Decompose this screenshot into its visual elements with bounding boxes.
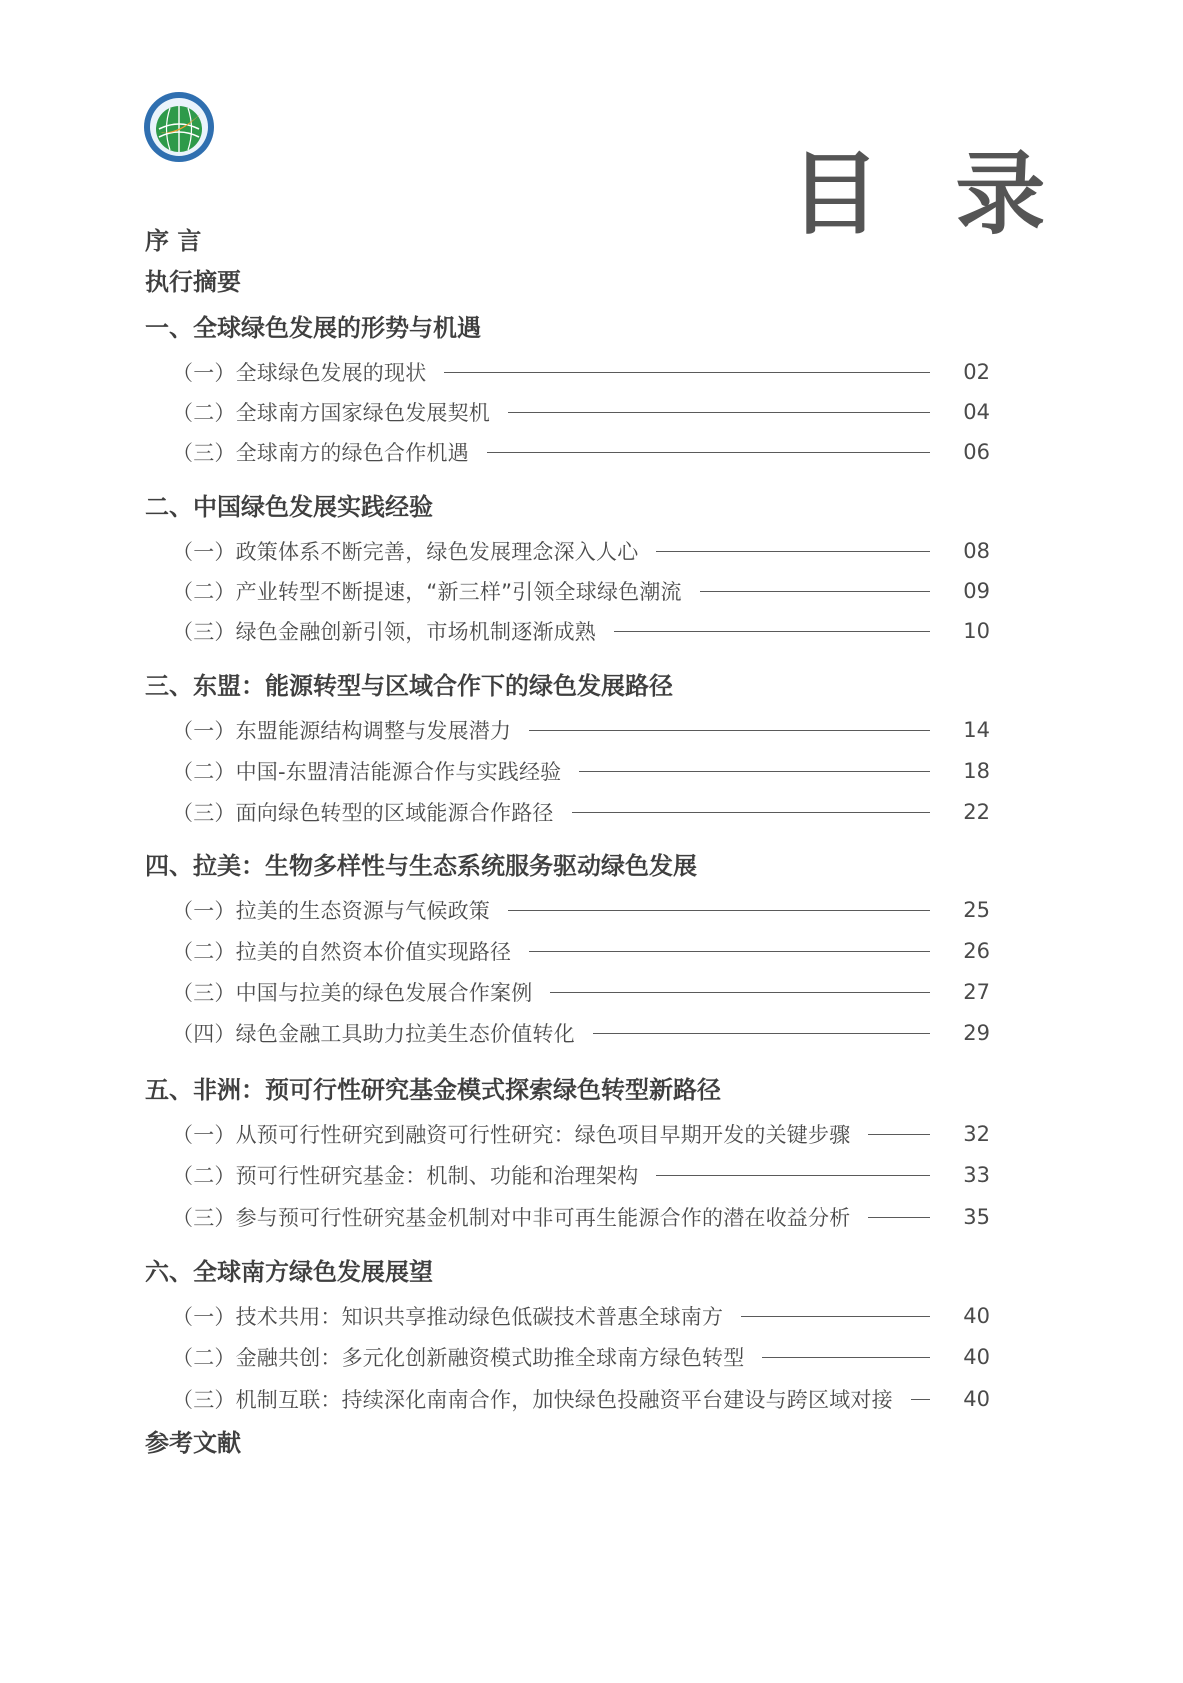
entry-label: （三）面向绿色转型的区域能源合作路径 bbox=[172, 801, 554, 825]
entry-label: （二）预可行性研究基金：机制、功能和治理架构 bbox=[172, 1164, 639, 1188]
entry-label: （一）全球绿色发展的现状 bbox=[172, 361, 427, 385]
leader-line bbox=[762, 1357, 930, 1358]
page-number: 14 bbox=[963, 718, 990, 742]
leader-line bbox=[529, 730, 930, 731]
page-number: 04 bbox=[963, 400, 990, 424]
page-number: 27 bbox=[963, 980, 990, 1004]
entry-label: （三）绿色金融创新引领，市场机制逐渐成熟 bbox=[172, 620, 596, 644]
section-heading-6[interactable]: 六、全球南方绿色发展展望 bbox=[145, 1258, 433, 1286]
leader-line bbox=[529, 951, 930, 952]
toc-entry[interactable] bbox=[172, 1342, 990, 1372]
toc-entry[interactable] bbox=[172, 437, 990, 467]
page-number: 02 bbox=[963, 360, 990, 384]
leader-line bbox=[656, 551, 930, 552]
toc-entry[interactable] bbox=[172, 715, 990, 745]
section-heading-1[interactable]: 一、全球绿色发展的形势与机遇 bbox=[145, 314, 481, 342]
entry-label: （一）技术共用：知识共享推动绿色低碳技术普惠全球南方 bbox=[172, 1305, 724, 1329]
toc-entry[interactable] bbox=[172, 397, 990, 427]
page-number: 40 bbox=[963, 1387, 990, 1411]
entry-label: （二）中国-东盟清洁能源合作与实践经验 bbox=[172, 760, 562, 784]
leader-line bbox=[508, 910, 930, 911]
entry-label: （二）金融共创：多元化创新融资模式助推全球南方绿色转型 bbox=[172, 1346, 745, 1370]
toc-entry[interactable] bbox=[172, 616, 990, 646]
leader-line bbox=[700, 591, 930, 592]
entry-label: （一）从预可行性研究到融资可行性研究：绿色项目早期开发的关键步骤 bbox=[172, 1123, 851, 1147]
toc-entry[interactable] bbox=[172, 576, 990, 606]
globe-emblem-icon bbox=[143, 91, 215, 163]
entry-label: （三）中国与拉美的绿色发展合作案例 bbox=[172, 981, 533, 1005]
leader-line bbox=[579, 771, 930, 772]
toc-entry[interactable] bbox=[172, 895, 990, 925]
leader-line bbox=[487, 452, 930, 453]
executive-summary-heading[interactable]: 执行摘要 bbox=[145, 268, 241, 296]
section-heading-5[interactable]: 五、非洲：预可行性研究基金模式探索绿色转型新路径 bbox=[145, 1076, 721, 1104]
leader-line bbox=[656, 1175, 930, 1176]
toc-entry[interactable] bbox=[172, 936, 990, 966]
references-heading[interactable]: 参考文献 bbox=[145, 1429, 241, 1457]
page-number: 33 bbox=[963, 1163, 990, 1187]
leader-line bbox=[741, 1316, 930, 1317]
leader-line bbox=[508, 412, 930, 413]
entry-label: （四）绿色金融工具助力拉美生态价值转化 bbox=[172, 1022, 575, 1046]
page-number: 26 bbox=[963, 939, 990, 963]
page-number: 35 bbox=[963, 1205, 990, 1229]
page-number: 06 bbox=[963, 440, 990, 464]
section-heading-3[interactable]: 三、东盟：能源转型与区域合作下的绿色发展路径 bbox=[145, 672, 673, 700]
entry-label: （三）全球南方的绿色合作机遇 bbox=[172, 441, 469, 465]
leader-line bbox=[550, 992, 930, 993]
toc-entry[interactable] bbox=[172, 536, 990, 566]
toc-entry[interactable] bbox=[172, 1160, 990, 1190]
page-number: 32 bbox=[963, 1122, 990, 1146]
toc-entry[interactable] bbox=[172, 756, 990, 786]
entry-label: （二）产业转型不断提速，“新三样”引领全球绿色潮流 bbox=[172, 580, 682, 604]
section-heading-4[interactable]: 四、拉美：生物多样性与生态系统服务驱动绿色发展 bbox=[145, 852, 697, 880]
leader-line bbox=[868, 1134, 930, 1135]
leader-line bbox=[572, 812, 930, 813]
page-title: 目 录 bbox=[790, 142, 1068, 247]
page-number: 10 bbox=[963, 619, 990, 643]
leader-line bbox=[911, 1399, 930, 1400]
page-number: 25 bbox=[963, 898, 990, 922]
toc-entry[interactable] bbox=[172, 1202, 990, 1232]
leader-line bbox=[593, 1033, 930, 1034]
leader-line bbox=[444, 372, 930, 373]
toc-entry[interactable] bbox=[172, 797, 990, 827]
page-number: 29 bbox=[963, 1021, 990, 1045]
entry-label: （一）拉美的生态资源与气候政策 bbox=[172, 899, 490, 923]
entry-label: （二）全球南方国家绿色发展契机 bbox=[172, 401, 490, 425]
toc-entry[interactable] bbox=[172, 1119, 990, 1149]
toc-entry[interactable] bbox=[172, 977, 990, 1007]
leader-line bbox=[868, 1217, 930, 1218]
entry-label: （三）机制互联：持续深化南南合作，加快绿色投融资平台建设与跨区域对接 bbox=[172, 1388, 893, 1412]
page-number: 40 bbox=[963, 1304, 990, 1328]
toc-entry[interactable] bbox=[172, 1018, 990, 1048]
page-number: 40 bbox=[963, 1345, 990, 1369]
page-number: 22 bbox=[963, 800, 990, 824]
page-number: 18 bbox=[963, 759, 990, 783]
entry-label: （一）政策体系不断完善，绿色发展理念深入人心 bbox=[172, 540, 639, 564]
entry-label: （一）东盟能源结构调整与发展潜力 bbox=[172, 719, 512, 743]
page-number: 09 bbox=[963, 579, 990, 603]
entry-label: （二）拉美的自然资本价值实现路径 bbox=[172, 940, 512, 964]
toc-entry[interactable] bbox=[172, 357, 990, 387]
preface-heading[interactable]: 序 言 bbox=[145, 227, 202, 255]
toc-entry[interactable] bbox=[172, 1384, 990, 1414]
section-heading-2[interactable]: 二、中国绿色发展实践经验 bbox=[145, 493, 433, 521]
toc-entry[interactable] bbox=[172, 1301, 990, 1331]
entry-label: （三）参与预可行性研究基金机制对中非可再生能源合作的潜在收益分析 bbox=[172, 1206, 851, 1230]
page-number: 08 bbox=[963, 539, 990, 563]
leader-line bbox=[614, 631, 930, 632]
